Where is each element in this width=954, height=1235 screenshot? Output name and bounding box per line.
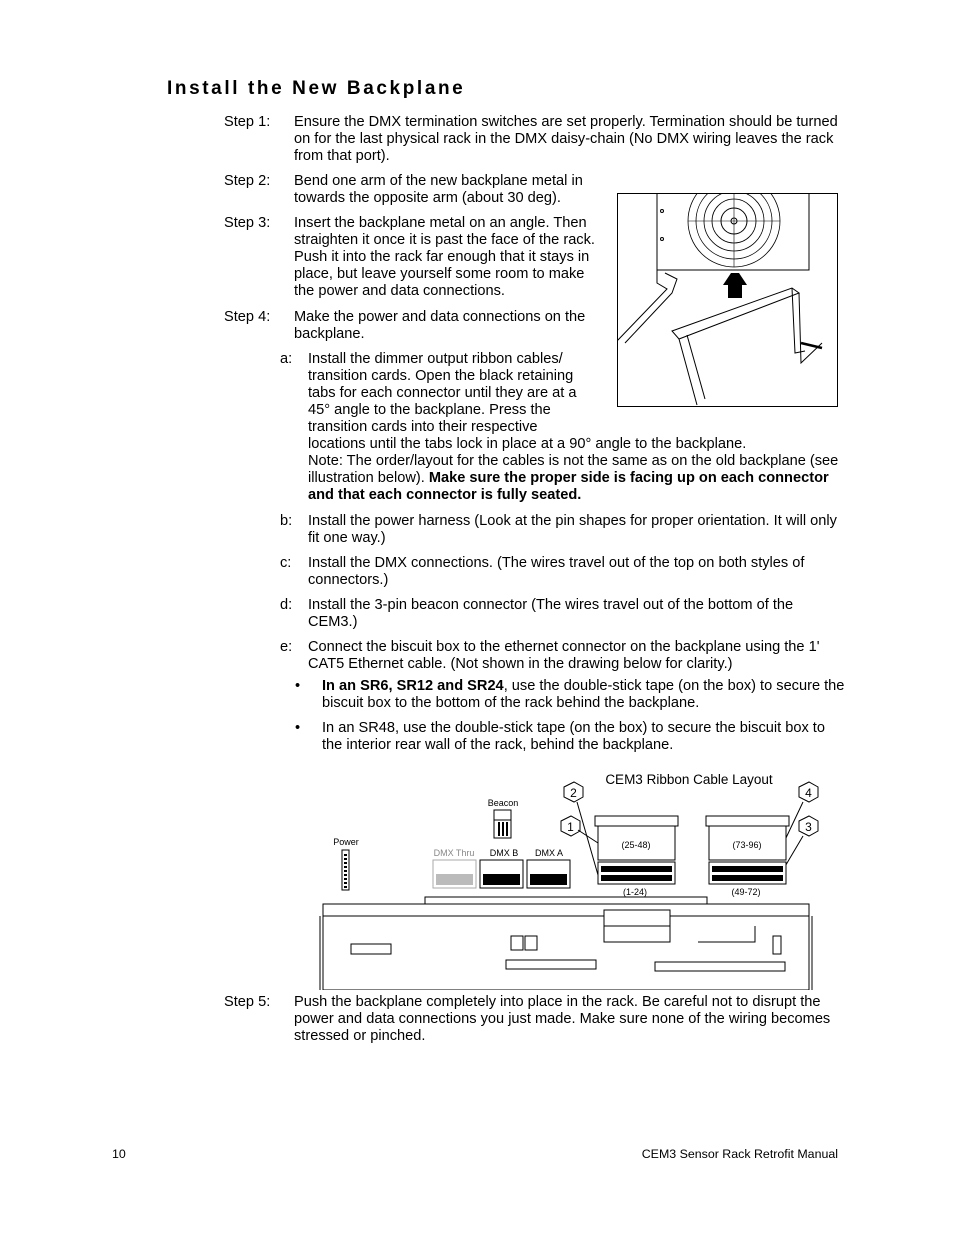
svg-text:1: 1 — [567, 820, 574, 834]
substep-e-text: Connect the biscuit box to the ethernet connector on the backplane using the 1' CAT5 Ethernet cable. (Not shown in the drawing below for clarity.) — [308, 639, 820, 672]
ribbon-range-49-72: (49-72) — [731, 887, 761, 897]
substep-a-text: Install the dimmer output ribbon cables/ transition cards. Open the black retaining tabs for each connector until they are at a 45° angle to the backplane. Press the transition cards into their respective — [308, 351, 577, 435]
page-number: 10 — [112, 1147, 126, 1161]
substep-e-label: e: — [280, 639, 293, 655]
step-2-text: Bend one arm of the new backplane metal in towards the opposite arm (about 30 deg). — [294, 173, 583, 206]
beacon-label: Beacon — [487, 798, 519, 808]
bullet-1-text: In an SR6, SR12 and SR24, use the double-stick tape (on the box) to secure the biscuit box to the bottom of the rack behind the backplane. — [322, 678, 845, 711]
diagram-title: CEM3 Ribbon Cable Layout — [605, 772, 773, 787]
step-4-label: Step 4: — [224, 309, 271, 325]
backplane-install-illustration — [617, 193, 839, 408]
step-5-label: Step 5: — [224, 994, 271, 1010]
step-2-label: Step 2: — [224, 173, 271, 189]
substep-a-continuation: locations until the tabs lock in place at a 90° angle to the backplane. Note: The order/layout for the cables is not the same as on the old backplane (see illustration below). Make sure the proper side is facing up on each connector and that each connector is fully seated. — [308, 436, 839, 503]
backplane-board — [320, 897, 812, 990]
dmx-thru-label: DMX Thru — [433, 848, 475, 858]
bullet-2-text: In an SR48, use the double-stick tape (on the box) to secure the biscuit box to the interior rear wall of the rack, behind the backplane. — [322, 720, 825, 753]
svg-text:3: 3 — [805, 820, 812, 834]
step-4-text: Make the power and data connections on the backplane. — [294, 309, 586, 342]
substep-d-label: d: — [280, 597, 293, 613]
step-1-text: Ensure the DMX termination switches are set properly. Termination should be turned on for the last physical rack in the DMX daisy-chain (No DMX wiring leaves the rack from that port). — [294, 114, 838, 164]
svg-text:4: 4 — [805, 786, 812, 800]
power-label: Power — [333, 837, 359, 847]
ribbon-cable-layout-diagram — [315, 770, 829, 990]
svg-text:2: 2 — [570, 786, 577, 800]
dmx-a-label: DMX A — [534, 848, 564, 858]
substep-a-label: a: — [280, 351, 293, 367]
step-1-label: Step 1: — [224, 114, 271, 130]
bullet-mark: • — [295, 678, 301, 694]
ribbon-range-73-96: (73-96) — [732, 840, 762, 850]
substep-c-text: Install the DMX connections. (The wires travel out of the top on both styles of connectors.) — [308, 555, 805, 588]
manual-title: CEM3 Sensor Rack Retrofit Manual — [641, 1147, 838, 1161]
step-5-text: Push the backplane completely into place in the rack. Be careful not to disrupt the power and data connections you just made. Make sure none of the wiring becomes stressed or pinched. — [294, 994, 831, 1044]
substep-d-text: Install the 3-pin beacon connector (The wires travel out of the bottom of the CEM3.) — [308, 597, 794, 630]
step-3-label: Step 3: — [224, 215, 271, 231]
substep-c-label: c: — [280, 555, 292, 571]
step-3-text: Insert the backplane metal on an angle. Then straighten it once it is past the face of the rack. Push it into the rack far enough that it stays in place, but leave yourself some room to make the power and data connections. — [294, 215, 595, 299]
callout-1 — [561, 816, 598, 843]
ribbon-range-1-24: (1-24) — [622, 887, 648, 897]
dmx-b-label: DMX B — [489, 848, 519, 858]
bullet-mark: • — [295, 720, 301, 736]
section-heading: Install the New Backplane — [167, 78, 466, 99]
ribbon-range-25-48: (25-48) — [621, 840, 651, 850]
substep-b-label: b: — [280, 513, 293, 529]
substep-b-text: Install the power harness (Look at the pin shapes for proper orientation. It will only fit one way.) — [308, 513, 837, 546]
